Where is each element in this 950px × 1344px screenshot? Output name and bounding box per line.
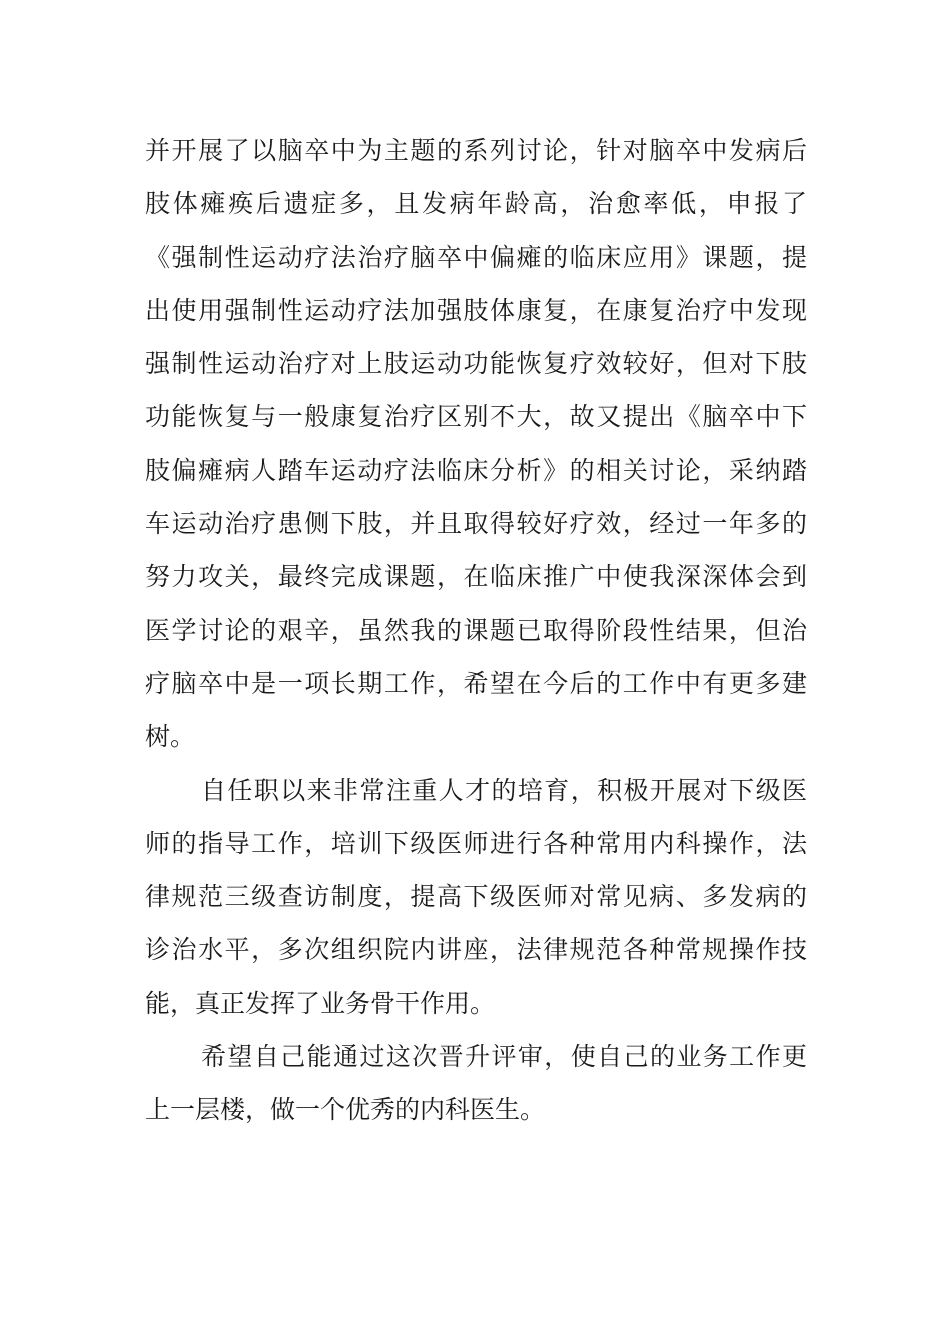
- text-line: 自任职以来非常注重人才的培育，积极开展对下级医: [201, 775, 807, 805]
- text-line: 功能恢复与一般康复治疗区别不大，故又提出《脑卒中下: [145, 402, 807, 432]
- text-line: 希望自己能通过这次晋升评审，使自己的业务工作更: [201, 1042, 807, 1072]
- paragraph-research: [145, 124, 807, 764]
- text-line: 出使用强制性运动疗法加强肢体康复，在康复治疗中发现: [145, 295, 807, 325]
- text-line: 肢偏瘫病人踏车运动疗法临床分析》的相关讨论，采纳踏: [145, 455, 807, 485]
- text-line: 肢体瘫痪后遗症多，且发病年龄高，治愈率低，申报了: [145, 189, 807, 219]
- text-line: 树。: [145, 722, 196, 752]
- text-line: 疗脑卒中是一项长期工作，希望在今后的工作中有更多建: [145, 668, 807, 698]
- paragraph-training: [145, 764, 807, 1030]
- text-line: 努力攻关，最终完成课题，在临床推广中使我深深体会到: [145, 562, 807, 592]
- text-line: 上一层楼，做一个优秀的内科医生。: [145, 1095, 546, 1125]
- text-line: 并开展了以脑卒中为主题的系列讨论，针对脑卒中发病后: [145, 136, 807, 165]
- paragraph-conclusion: [145, 1030, 807, 1137]
- text-line: 车运动治疗患侧下肢，并且取得较好疗效，经过一年多的: [145, 509, 807, 539]
- document-body: [145, 124, 807, 1137]
- text-line: 律规范三级查访制度，提高下级医师对常见病、多发病的: [145, 882, 807, 912]
- text-line: 能，真正发挥了业务骨干作用。: [145, 988, 496, 1018]
- text-line: 《强制性运动疗法治疗脑卒中偏瘫的临床应用》课题，提: [145, 242, 807, 272]
- text-line: 强制性运动治疗对上肢运动功能恢复疗效较好，但对下肢: [145, 349, 807, 379]
- text-line: 诊治水平，多次组织院内讲座，法律规范各种常规操作技: [145, 935, 807, 965]
- text-line: 师的指导工作，培训下级医师进行各种常用内科操作，法: [145, 828, 807, 858]
- text-line: 医学讨论的艰辛，虽然我的课题已取得阶段性结果，但治: [145, 615, 807, 645]
